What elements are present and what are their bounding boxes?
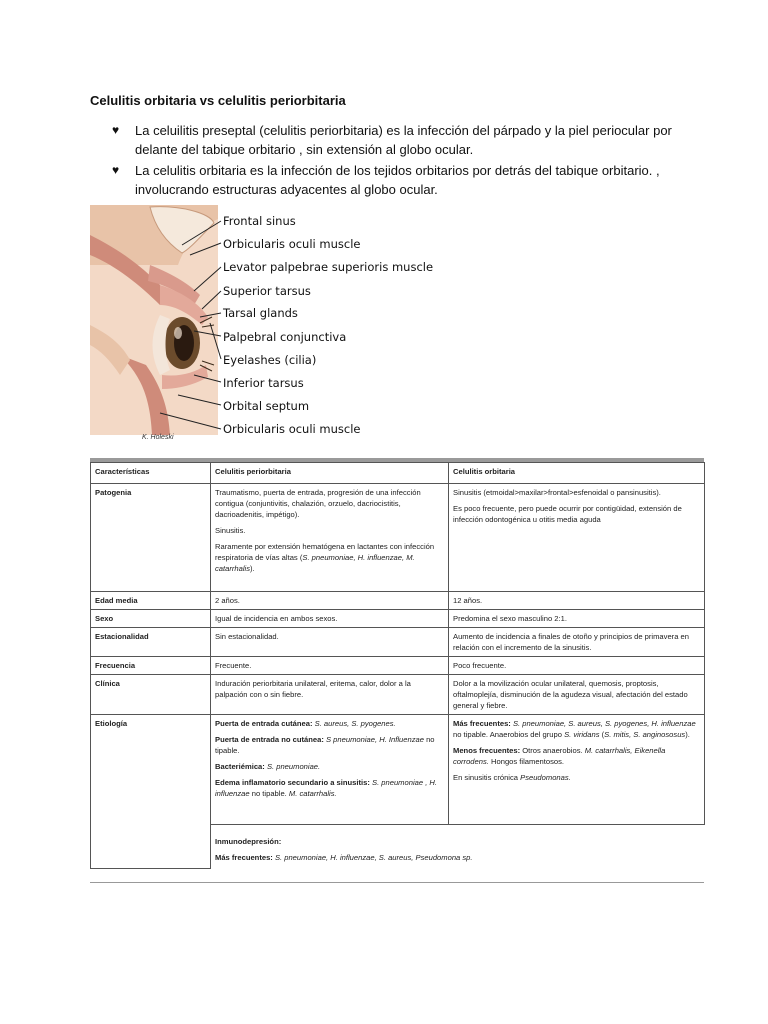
table-cell: Inmunodepresión: Más frecuentes: S. pneumoniae, H. influenzae, S. aureus, Pseudomona sp. <box>211 825 705 869</box>
table-header-row <box>91 463 705 484</box>
table-cell: Sin estacionalidad. <box>211 628 449 657</box>
table-row <box>91 628 705 657</box>
figure-label: Inferior tarsus <box>223 376 304 390</box>
table-cell: Dolor a la movilización ocular unilateral, quemosis, proptosis, oftalmoplejía, disminución de la agudeza visual, afectación del estado general y fiebre. <box>449 675 705 715</box>
document-title: Celulitis orbitaria vs celulitis periorbitaria <box>90 93 346 108</box>
table-row <box>91 610 705 628</box>
table-row <box>91 657 705 675</box>
bullet-item <box>112 161 672 199</box>
illustrator-signature: K. Holeski <box>142 434 174 441</box>
heart-icon: ♥ <box>112 123 120 137</box>
table-row <box>91 715 705 825</box>
figure-label: Tarsal glands <box>223 306 298 320</box>
table-row <box>91 484 705 592</box>
table-row <box>91 675 705 715</box>
row-header: Sexo <box>91 610 211 628</box>
table-row <box>91 592 705 610</box>
row-header: Etiología <box>91 715 211 869</box>
table-cell: Aumento de incidencia a finales de otoño y principios de primavera en relación con el incremento de la sinusitis. <box>449 628 705 657</box>
figure-label: Orbicularis oculi muscle <box>223 422 361 436</box>
comparison-table <box>90 462 705 869</box>
heart-icon: ♥ <box>112 163 120 177</box>
row-header: Patogenia <box>91 484 211 592</box>
figure-label: Levator palpebrae superioris muscle <box>223 260 434 274</box>
table-cell: Igual de incidencia en ambos sexos. <box>211 610 449 628</box>
figure-label: Eyelashes (cilia) <box>223 353 317 367</box>
table-cell: Induración periorbitaria unilateral, eritema, calor, dolor a la palpación con o sin fiebre. <box>211 675 449 715</box>
table-cell: Sinusitis (etmoidal>maxilar>frontal>esfenoidal o pansinusitis). Es poco frecuente, pero puede ocurrir por contigüidad, extensión de infección odontogénica u otitis media aguda <box>449 484 705 592</box>
figure-label: Palpebral conjunctiva <box>223 330 347 344</box>
figure-label: Frontal sinus <box>223 214 296 228</box>
eyelid-anatomy-figure <box>90 205 434 445</box>
bullet-text: La celulitis orbitaria es la infección de los tejidos orbitarios por detrás del tabique orbitario. , involucrando estructuras adyacentes al globo ocular. <box>135 163 660 197</box>
bullet-item <box>112 121 672 159</box>
table-cell: 12 años. <box>449 592 705 610</box>
row-header: Estacionalidad <box>91 628 211 657</box>
figure-label: Orbicularis oculi muscle <box>223 237 361 251</box>
comparison-table-container <box>90 458 704 883</box>
column-header: Celulitis periorbitaria <box>211 463 449 484</box>
row-header: Frecuencia <box>91 657 211 675</box>
bullet-text: La celuilitis preseptal (celulitis periorbitaria) es la infección del párpado y la piel periocular por delante del tabique orbitario , sin extensión al globo ocular. <box>135 123 672 157</box>
table-cell: Poco frecuente. <box>449 657 705 675</box>
table-cell: Más frecuentes: S. pneumoniae, S. aureus, S. pyogenes, H. influenzae no tipable. Anaerobios del grupo S. viridans (S. mitis, S. anginososus). Menos frecuentes: Otros anaerobios. M. catarrhalis, Eikenella corrodens. Hongos filamentosos. En sinusitis crónica Pseudomonas. <box>449 715 705 825</box>
row-header: Edad media <box>91 592 211 610</box>
table-cell: Puerta de entrada cutánea: S. aureus, S. pyogenes. Puerta de entrada no cutánea: S pneumoniae, H. Influenzae no tipable. Bacteriémica: S. pneumoniae. Edema inflamatorio secundario a sinusitis: S. pneumoniae , H. influenzae no tipable. M. catarrhalis. <box>211 715 449 825</box>
table-cell: Predomina el sexo masculino 2:1. <box>449 610 705 628</box>
column-header: Características <box>91 463 211 484</box>
row-header: Clínica <box>91 675 211 715</box>
bullet-list <box>112 121 672 201</box>
figure-label: Orbital septum <box>223 399 310 413</box>
column-header: Celulitis orbitaria <box>449 463 705 484</box>
table-cell: Traumatismo, puerta de entrada, progresión de una infección contigua (conjuntivitis, chalazión, orzuelo, dacriocistitis, dacrioadenitis, impétigo). Sinusitis. Raramente por extensión hematógena en lactantes con infección respiratoria de vías altas (S. pneumoniae, H. influenzae, M. catarrhalis). <box>211 484 449 592</box>
table-cell: 2 años. <box>211 592 449 610</box>
table-cell: Frecuente. <box>211 657 449 675</box>
figure-label: Superior tarsus <box>223 284 311 298</box>
